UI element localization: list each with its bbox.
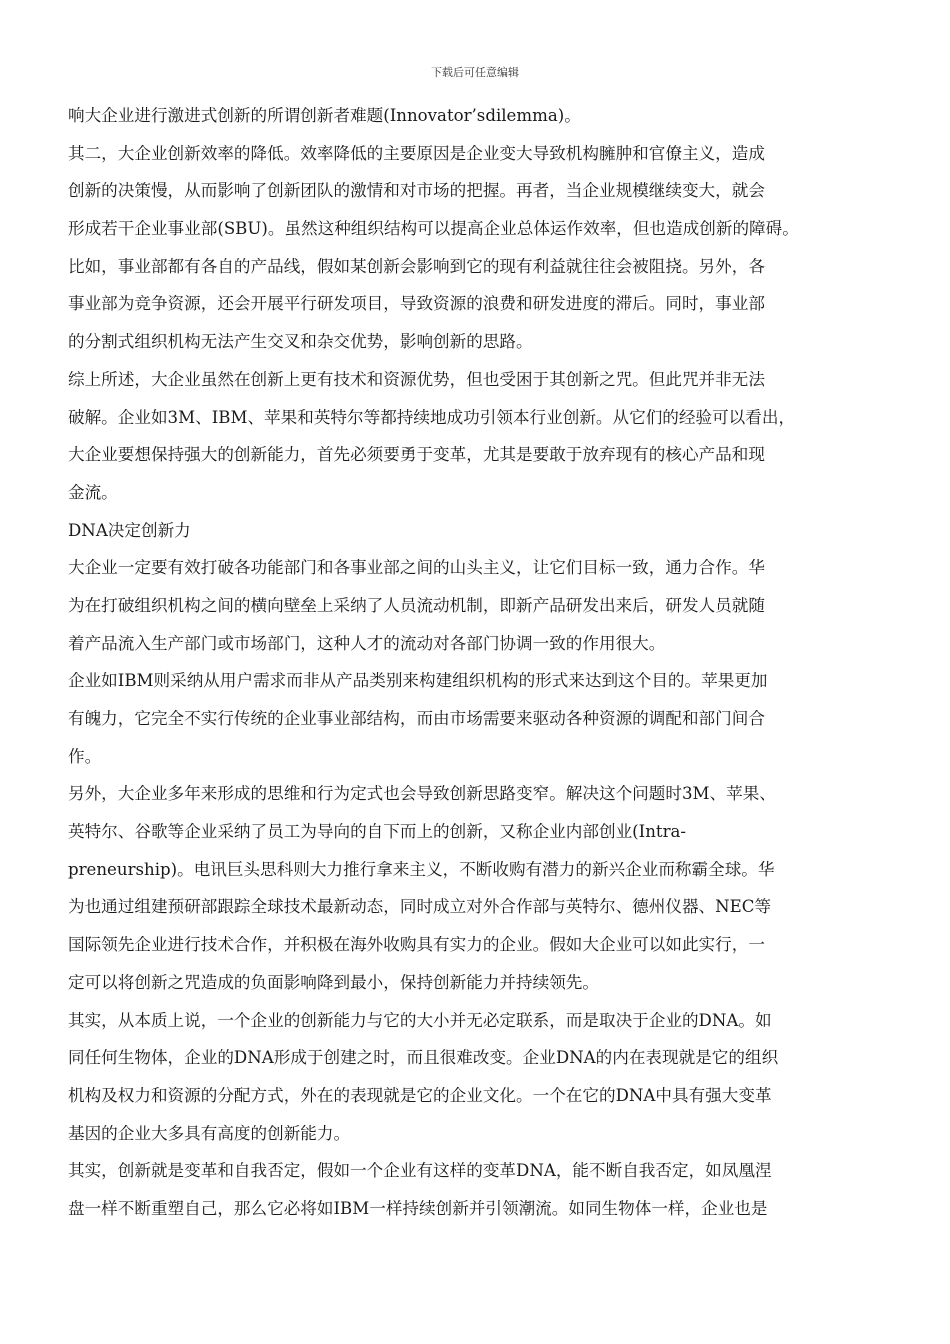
text-line: 机构及权力和资源的分配方式，外在的表现就是它的企业文化。一个在它的DNA中具有强大变革: [68, 1085, 772, 1105]
text-line: 同任何生物体，企业的DNA形成于创建之时，而且很难改变。企业DNA的内在表现就是它的组织: [68, 1048, 779, 1068]
text-line: 比如，事业部都有各自的产品线，假如某创新会影响到它的现有利益就往往会被阻挠。另外，各: [68, 256, 765, 276]
page-header: 下载后可任意编辑: [431, 66, 519, 79]
text-line: 为在打破组织机构之间的横向壁垒上采纳了人员流动机制，即新产品研发出来后，研发人员就随: [68, 595, 765, 615]
text-line: 综上所述，大企业虽然在创新上更有技术和资源优势，但也受困于其创新之咒。但此咒并非无法: [68, 369, 765, 389]
text-line: 着产品流入生产部门或市场部门，这种人才的流动对各部门协调一致的作用很大。: [68, 633, 666, 653]
text-line: 定可以将创新之咒造成的负面影响降到最小，保持创新能力并持续领先。: [68, 972, 599, 992]
text-line: 其二，大企业创新效率的降低。效率降低的主要原因是企业变大导致机构臃肿和官僚主义，造成: [68, 143, 765, 163]
text-line: 的分割式组织机构无法产生交叉和杂交优势，影响创新的思路。: [68, 332, 533, 352]
text-line: 为也通过组建预研部跟踪全球技术最新动态，同时成立对外合作部与英特尔、德州仪器、NEC等: [68, 897, 772, 917]
text-line: 形成若干企业事业部(SBU)。虽然这种组织结构可以提高企业总体运作效率，但也造成创新的障碍。: [68, 219, 799, 239]
text-line: 响大企业进行激进式创新的所谓创新者难题(Innovator’sdilemma)。: [68, 106, 581, 125]
text-line: 盘一样不断重塑自己，那么它必将如IBM一样持续创新并引领潮流。如同生物体一样，企业也是: [68, 1198, 768, 1218]
text-line: preneurship)。电讯巨头思科则大力推行拿来主义，不断收购有潜力的新兴企业而称霸全球。华: [68, 859, 775, 879]
text-line: 金流。: [68, 482, 118, 502]
text-line: 作。: [68, 746, 102, 766]
text-line: 有魄力，它完全不实行传统的企业事业部结构，而由市场需要来驱动各种资源的调配和部门间合: [68, 709, 765, 728]
text-line: 基因的企业大多具有高度的创新能力。: [68, 1123, 351, 1143]
text-line: 国际领先企业进行技术合作，并积极在海外收购具有实力的企业。假如大企业可以如此实行，一: [68, 935, 765, 955]
section-heading: DNA决定创新力: [68, 520, 191, 540]
text-line: 其实，从本质上说，一个企业的创新能力与它的大小并无必定联系，而是取决于企业的DNA。如: [68, 1010, 772, 1030]
document-body: [68, 97, 880, 1228]
text-line: 英特尔、谷歌等企业采纳了员工为导向的自下而上的创新，又称企业内部创业(Intra-: [68, 822, 687, 842]
text-line: 事业部为竞争资源，还会开展平行研发项目，导致资源的浪费和研发进度的滞后。同时，事业部: [68, 294, 765, 314]
text-line: 企业如IBM则采纳从用户需求而非从产品类别来构建组织机构的形式来达到这个目的。苹果更加: [68, 671, 768, 691]
text-line: 大企业一定要有效打破各功能部门和各事业部之间的山头主义，让它们目标一致，通力合作。华: [68, 558, 765, 578]
text-line: 另外，大企业多年来形成的思维和行为定式也会导致创新思路变窄。解决这个问题时3M、苹果、: [68, 784, 776, 804]
text-line: 创新的决策慢，从而影响了创新团队的激情和对市场的把握。再者，当企业规模继续变大，就会: [68, 181, 765, 201]
text-line: 大企业要想保持强大的创新能力，首先必须要勇于变革，尤其是要敢于放弃现有的核心产品和现: [68, 445, 765, 465]
text-line: 破解。企业如3M、IBM、苹果和英特尔等都持续地成功引领本行业创新。从它们的经验可以看出，: [68, 407, 796, 427]
text-line: 其实，创新就是变革和自我否定，假如一个企业有这样的变革DNA，能不断自我否定，如凤凰涅: [68, 1161, 772, 1181]
